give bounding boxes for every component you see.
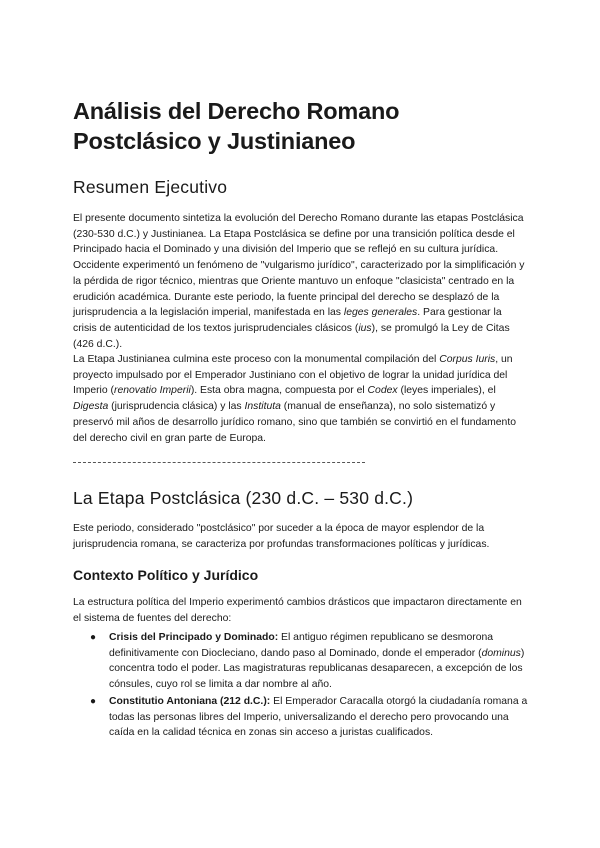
title-line-1: Análisis del Derecho Romano: [73, 98, 400, 124]
summary-paragraph-1: El presente documento sintetiza la evolución del Derecho Romano durante las etapas Postclásica (230-530 d.C.) y Justinianea. La Etapa Postclásica se define por una transición política desde el Principado hacia el Dominado y una división del Imperio que se reflejó en su cultura jurídica. Occidente experimentó un fenómeno de "vulgarismo jurídico", caracterizado por la simplificación y la pérdida de rigor técnico, mientras que Oriente mantuvo un enfoque "clasicista" centrado en la erudición académica. Durante este periodo, la fuente principal del derecho se desplazó de la jurisprudencia a la legislación imperial, manifestada en las leges generales. Para gestionar la crisis de autenticidad de los textos jurisprudenciales clásicos (ius), se promulgó la Ley de Citas (426 d.C.).: [73, 213, 525, 350]
section-heading-postclasica: La Etapa Postclásica (230 d.C. – 530 d.C.): [73, 488, 414, 508]
bullet-icon: ●: [90, 695, 97, 707]
list-item: ● Crisis del Principado y Dominado: El antiguo régimen republicano se desmorona definitivamente con Diocleciano, dando paso al Dominado, donde el emperador (dominus) concentra todo el poder. Las magistraturas republicanas desaparecen, a excepción de los cónsules, cuyo rol se limita a dar nombre al año.: [90, 632, 525, 691]
subheading-contexto: Contexto Político y Jurídico: [73, 567, 259, 583]
list-item: ● Constitutio Antoniana (212 d.C.): El Emperador Caracalla otorgó la ciudadanía romana a todas las personas libres del Imperio, universalizando el derecho pero provocando una caída en la calidad técnica en zonas sin acceso a juristas cualificados.: [90, 695, 528, 739]
title-line-2: Postclásico y Justinianeo: [73, 128, 356, 154]
context-paragraph: La estructura política del Imperio experimentó cambios drásticos que impactaron directamente en el sistema de fuentes del derecho:: [73, 597, 522, 624]
document-title: [73, 96, 528, 156]
summary-paragraph-2: La Etapa Justinianea culmina este proceso con la monumental compilación del Corpus Iuris, un proyecto impulsado por el Emperador Justiniano con el objetivo de lograr la unidad jurídica del Imperio (renovatio Imperii). Esta obra magna, compuesta por el Codex (leyes imperiales), el Digesta (jurisprudencia clásica) y las Instituta (manual de enseñanza), no solo sistematizó y preservó mil años de desarrollo jurídico romano, sino que también se convirtió en el fundamento del derecho civil en gran parte de Europa.: [73, 354, 516, 444]
section-intro: Este periodo, considerado "postclásico" por suceder a la época de mayor esplendor de la jurisprudencia romana, se caracteriza por profundas transformaciones políticas y jurídicas.: [73, 523, 490, 550]
bullet-icon: ●: [90, 632, 97, 643]
section-divider: [73, 462, 365, 463]
context-bullet-list: [73, 630, 528, 742]
summary-heading: Resumen Ejecutivo: [73, 177, 228, 197]
